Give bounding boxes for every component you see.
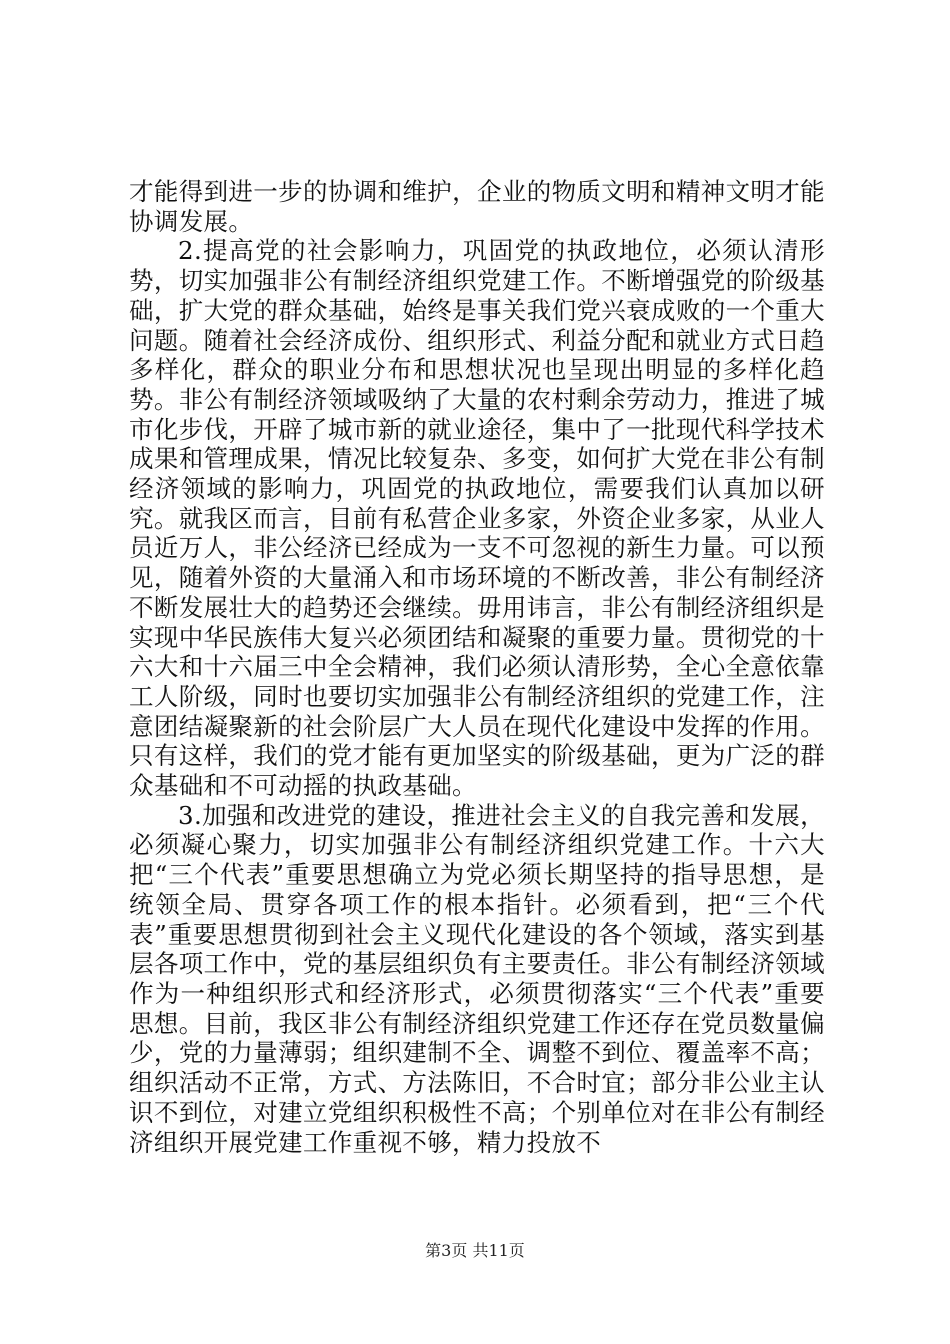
paragraph-continuation: 才能得到进一步的协调和维护，企业的物质文明和精神文明才能协调发展。 (129, 177, 825, 236)
page-footer: 第3页 共11页 (425, 1241, 525, 1260)
paragraph-2: 2.提高党的社会影响力，巩固党的执政地位，必须认清形势，切实加强非公有制经济组织党建工作。不断增强党的阶级基础，扩大党的群众基础，始终是事关我们党兴衰成败的一个重大问题。随着社会经济成份、组织形式、利益分配和就业方式日趋多样化，群众的职业分布和思想状况也呈现出明显的多样化趋势。非公有制经济领域吸纳了大量的农村剩余劳动力，推进了城市化步伐，开辟了城市新的就业途径，集中了一批现代科学技术成果和管理成果，情况比较复杂、多变，如何扩大党在非公有制经济领域的影响力，巩固党的执政地位，需要我们认真加以研究。就我区而言，目前有私营企业多家，外资企业多家，从业人员近万人，非公经济已经成为一支不可忽视的新生力量。可以预见，随着外资的大量涌入和市场环境的不断改善，非公有制经济不断发展壮大的趋势还会继续。毋用讳言，非公有制经济组织是实现中华民族伟大复兴必须团结和凝聚的重要力量。贯彻党的十六大和十六届三中全会精神，我们必须认清形势，全心全意依靠工人阶级，同时也要切实加强非公有制经济组织的党建工作，注意团结凝聚新的社会阶层广大人员在现代化建设中发挥的作用。只有这样，我们的党才能有更加坚实的阶级基础，更为广泛的群众基础和不可动摇的执政基础。 (129, 236, 825, 801)
paragraph-3: 3.加强和改进党的建设，推进社会主义的自我完善和发展，必须凝心聚力，切实加强非公有制经济组织党建工作。十六大把“三个代表”重要思想确立为党必须长期坚持的指导思想，是统领全局、贯穿各项工作的根本指针。必须看到，把“三个代表”重要思想贯彻到社会主义现代化建设的各个领域，落实到基层各项工作中，党的基层组织负有主要责任。非公有制经济领域作为一种组织形式和经济形式，必须贯彻落实“三个代表”重要思想。目前，我区非公有制经济组织党建工作还存在党员数量偏少，党的力量薄弱；组织建制不全、调整不到位、覆盖率不高；组织活动不正常，方式、方法陈旧，不合时宜；部分非公业主认识不到位，对建立党组织积极性不高；个别单位对在非公有制经济组织开展党建工作重视不够，精力投放不 (129, 800, 825, 1157)
body-text (129, 177, 825, 1157)
